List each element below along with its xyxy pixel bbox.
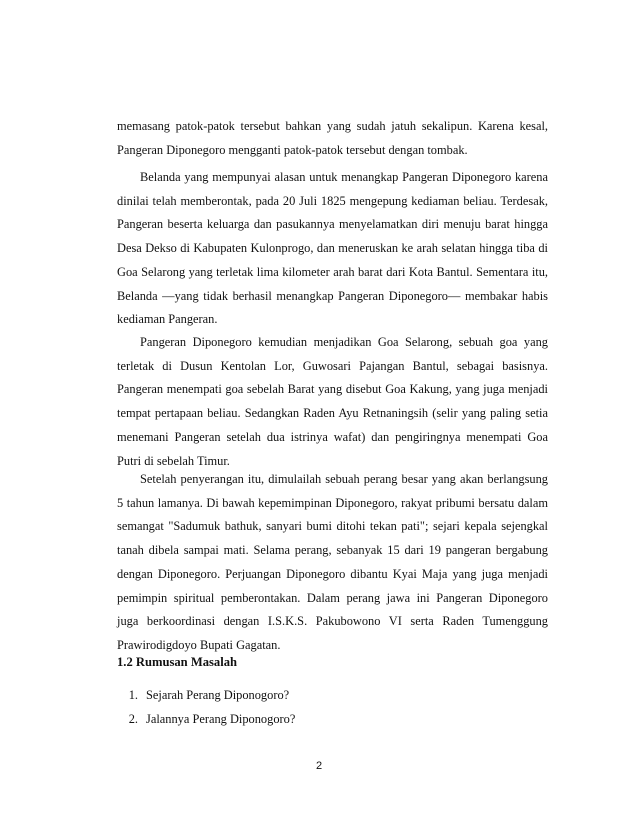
paragraph-line: terletak di Dusun Kentolan Lor, Guwosari Pajangan Bantul, sebagai basisnya. xyxy=(117,358,548,373)
list-item xyxy=(117,684,295,708)
paragraph-line: semangat "Sadumuk bathuk, sanyari bumi ditohi tekan pati"; sejari kepala sejengkal xyxy=(117,519,548,534)
paragraph-line: Putri di sebelah Timur. xyxy=(117,453,230,468)
paragraph-line: Belanda yang mempunyai alasan untuk menangkap Pangeran Diponegoro karena xyxy=(140,170,548,184)
paragraph-line: Pangeran menempati goa sebelah Barat yang disebut Goa Kakung, yang juga menjadi xyxy=(117,382,548,397)
paragraph-line: Desa Dekso di Kabupaten Kulonprogo, dan meneruskan ke arah selatan hingga tiba di xyxy=(117,241,548,256)
paragraph-line: kediaman Pangeran. xyxy=(117,312,218,327)
paragraph-line: Goa Selarong yang terletak lima kilometer arah barat dari Kota Bantul. Sementara itu, xyxy=(117,264,548,279)
paragraph-line: menemani Pangeran setelah dua istrinya wafat) dan pengiringnya menempati Goa xyxy=(117,429,548,444)
list-item-text: Sejarah Perang Diponogoro? xyxy=(146,688,290,702)
paragraph-line: memasang patok-patok tersebut bahkan yang sudah jatuh sekalipun. Karena kesal, xyxy=(117,119,548,133)
paragraph-line: Pangeran Diponegoro kemudian menjadikan Goa Selarong, sebuah goa yang xyxy=(140,335,548,349)
page-number: 2 xyxy=(315,760,323,772)
paragraph-line: dengan Diponegoro. Perjuangan Diponegoro dibantu Kyai Maja yang juga menjadi xyxy=(117,566,548,581)
paragraph-1 xyxy=(117,115,548,162)
paragraph-line: Prawirodigdoyo Bupati Gagatan. xyxy=(117,637,281,652)
section-heading: 1.2 Rumusan Masalah xyxy=(117,655,238,669)
paragraph-3 xyxy=(117,331,548,473)
problem-list xyxy=(117,684,295,731)
list-item-text: Jalannya Perang Diponogoro? xyxy=(146,711,296,726)
paragraph-2 xyxy=(117,166,548,332)
paragraph-line: Pangeran beserta keluarga dan pasukannya menyelamatkan diri menuju barat hingga xyxy=(117,217,548,232)
paragraph-line: Belanda —yang tidak berhasil menangkap Pangeran Diponegoro— membakar habis xyxy=(117,288,548,303)
paragraph-line: Pangeran Diponegoro mengganti patok-patok tersebut dengan tombak. xyxy=(117,142,468,157)
paragraph-line: tempat pertapaan beliau. Sedangkan Raden Ayu Retnaningsih (selir yang paling setia xyxy=(117,406,548,421)
paragraph-line: pemimpin spiritual pemberontakan. Dalam perang jawa ini Pangeran Diponegoro xyxy=(117,590,548,605)
paragraph-line: Setelah penyerangan itu, dimulailah sebuah perang besar yang akan berlangsung xyxy=(140,472,548,486)
paragraph-line: tanah dibela sampai mati. Selama perang, sebanyak 15 dari 19 pangeran bergabung xyxy=(117,543,548,558)
paragraph-line: juga berkoordinasi dengan I.S.K.S. Pakubowono VI serta Raden Tumenggung xyxy=(117,614,548,629)
list-item-number: 2. xyxy=(128,711,138,726)
paragraph-line: 5 tahun lamanya. Di bawah kepemimpinan Diponegoro, rakyat pribumi bersatu dalam xyxy=(117,495,548,510)
paragraph-4 xyxy=(117,468,548,658)
list-item xyxy=(117,708,295,732)
list-item-number: 1. xyxy=(128,688,138,702)
paragraph-line: dinilai telah memberontak, pada 20 Juli 1825 mengepung kediaman beliau. Terdesak, xyxy=(117,193,548,208)
